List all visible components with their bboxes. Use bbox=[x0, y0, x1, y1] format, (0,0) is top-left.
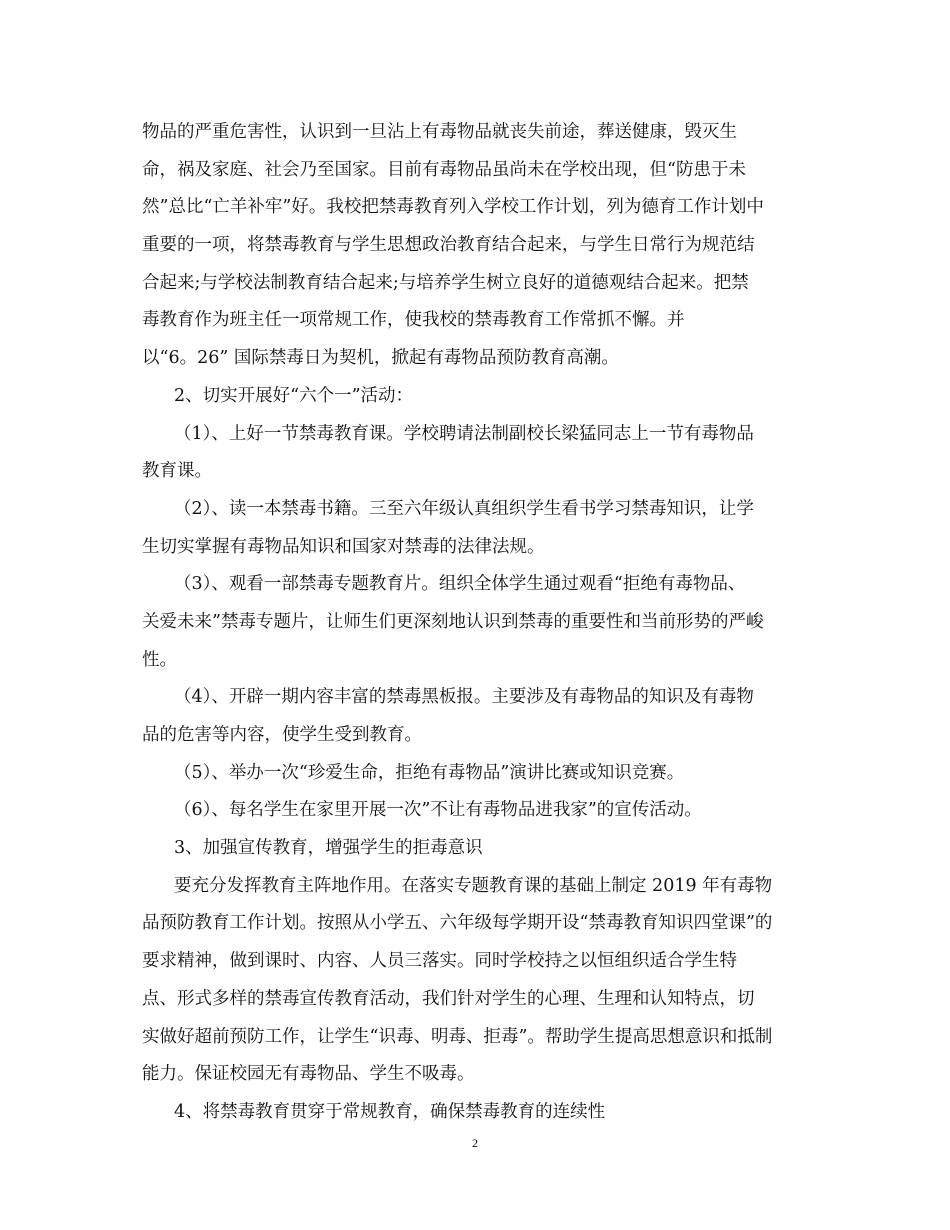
text-line: 2、切实开展好“六个一”活动： bbox=[174, 385, 414, 406]
text-line: 点、形式多样的禁毒宣传教育活动，我们针对学生的心理、生理和认知特点，切 bbox=[142, 988, 755, 1009]
text-line: （3）、观看一部禁毒专题教育片。组织全体学生通过观看“拒绝有毒物品、 bbox=[174, 574, 746, 595]
text-line: 实做好超前预防工作，让学生“识毒、明毒、拒毒”。帮助学生提高思想意识和抵制 bbox=[142, 1026, 773, 1047]
document-body bbox=[142, 114, 810, 1132]
text-line: 然”总比“亡羊补牢”好。我校把禁毒教育列入学校工作计划，列为德育工作计划中 bbox=[142, 197, 764, 218]
text-line: 物品的严重危害性，认识到一旦沾上有毒物品就丧失前途，葬送健康，毁灭生 bbox=[142, 122, 737, 142]
text-line: 4、将禁毒教育贯穿于常规教育，确保禁毒教育的连续性 bbox=[174, 1101, 606, 1122]
text-line: 以“6。26” 国际禁毒日为契机，掀起有毒物品预防教育高潮。 bbox=[142, 348, 619, 369]
text-line: （2）、读一本禁毒书籍。三至六年级认真组织学生看书学习禁毒知识，让学 bbox=[174, 498, 754, 519]
text-line: 要求精神，做到课时、内容、人员三落实。同时学校持之以恒组织适合学生特 bbox=[142, 951, 737, 972]
text-line: 品预防教育工作计划。按照从小学五、六年级每学期开设“禁毒教育知识四堂课”的 bbox=[142, 913, 773, 934]
text-line: 品的危害等内容，使学生受到教育。 bbox=[142, 725, 422, 745]
text-line: （6）、每名学生在家里开展一次”不让有毒物品进我家”的宣传活动。 bbox=[174, 800, 702, 821]
text-line: （1）、上好一节禁毒教育课。学校聘请法制副校长梁猛同志上一节有毒物品 bbox=[174, 423, 754, 444]
text-line: 3、加强宣传教育，增强学生的拒毒意识 bbox=[174, 838, 483, 859]
text-line: 教育课。 bbox=[142, 461, 212, 482]
text-line: （5）、举办一次“珍爱生命，拒绝有毒物品”演讲比赛或知识竞赛。 bbox=[174, 762, 685, 783]
text-line: 合起来;与学校法制教育结合起来;与培养学生树立良好的道德观结合起来。把禁 bbox=[142, 272, 749, 293]
text-line: 关爱未来”禁毒专题片，让师生们更深刻地认识到禁毒的重要性和当前形势的严峻 bbox=[142, 611, 764, 632]
text-line: 生切实掌握有毒物品知识和国家对禁毒的法律法规。 bbox=[142, 536, 545, 557]
text-line: 性。 bbox=[142, 649, 177, 670]
text-line: 能力。保证校园无有毒物品、学生不吸毒。 bbox=[142, 1064, 475, 1085]
text-line: 命，祸及家庭、社会乃至国家。目前有毒物品虽尚未在学校出现，但“防患于未 bbox=[142, 159, 746, 180]
page-number: 2 bbox=[472, 1136, 478, 1150]
text-line: 重要的一项，将禁毒教育与学生思想政治教育结合起来，与学生日常行为规范结 bbox=[142, 235, 755, 256]
text-line: 要充分发挥教育主阵地作用。在落实专题教育课的基础上制定 2019 年有毒物 bbox=[174, 875, 773, 896]
text-line: （4）、开辟一期内容丰富的禁毒黑板报。主要涉及有毒物品的知识及有毒物 bbox=[174, 687, 754, 708]
text-line: 毒教育作为班主任一项常规工作，使我校的禁毒教育工作常抓不懈。并 bbox=[142, 310, 685, 331]
